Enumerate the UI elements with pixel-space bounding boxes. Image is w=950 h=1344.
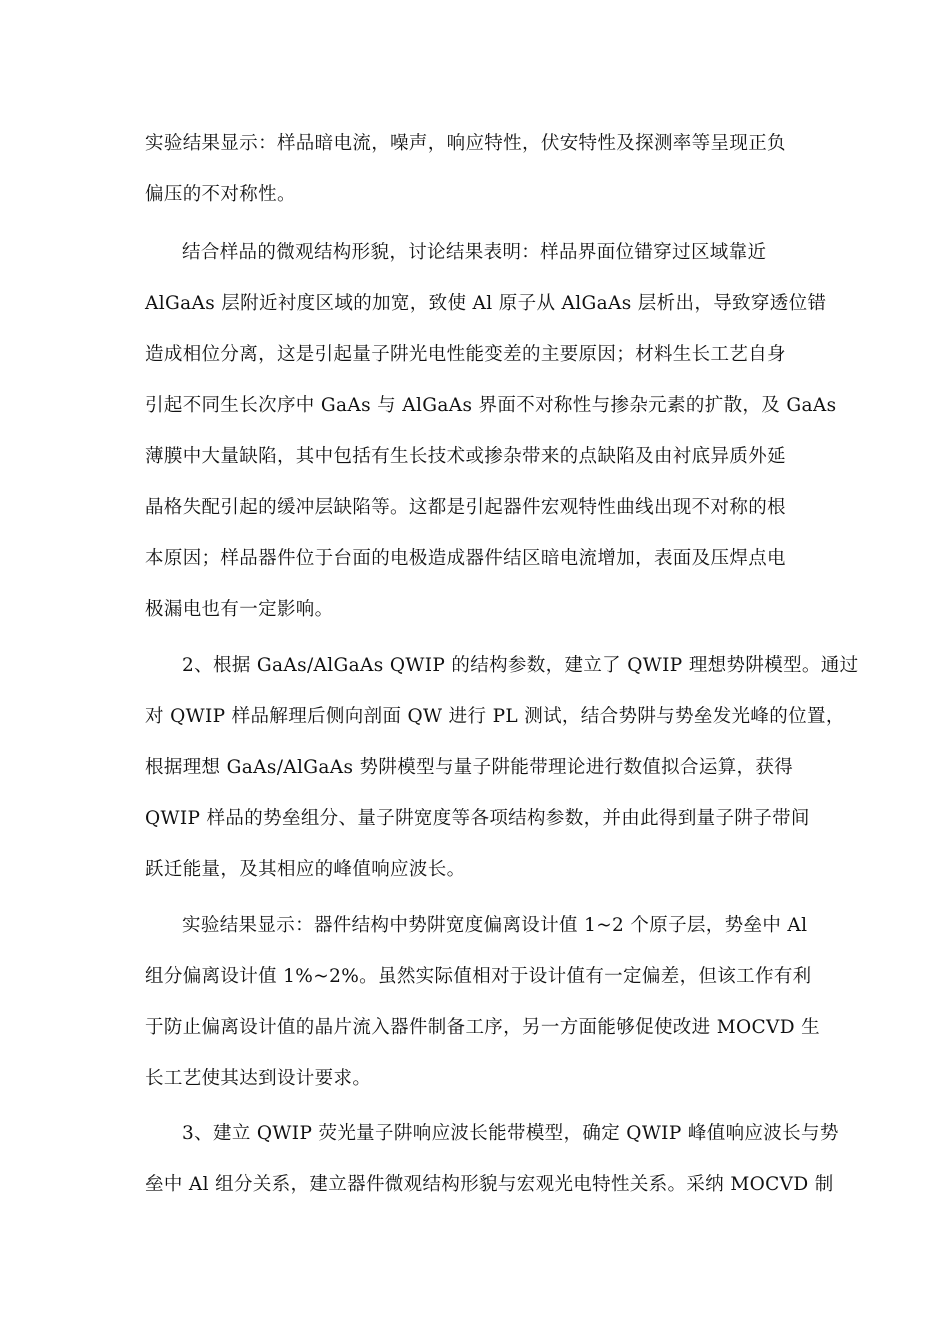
paragraph-1 [145, 118, 805, 220]
text-line: AlGaAs 层附近衬度区域的加宽，致使 Al 原子从 AlGaAs 层析出，导致穿透位错 [145, 293, 827, 314]
text-line: 跃迁能量，及其相应的峰值响应波长。 [145, 859, 466, 880]
text-line: 偏压的不对称性。 [145, 184, 296, 205]
text-line: 本原因；样品器件位于台面的电极造成器件结区暗电流增加，表面及压焊点电 [145, 548, 786, 569]
text-line: 3、建立 QWIP 荧光量子阱响应波长能带模型，确定 QWIP 峰值响应波长与势 [182, 1123, 839, 1144]
text-line: 实验结果显示：器件结构中势阱宽度偏离设计值 1~2 个原子层，势垒中 Al [182, 915, 808, 936]
text-line: 结合样品的微观结构形貌，讨论结果表明：样品界面位错穿过区域靠近 [182, 242, 767, 263]
text-line: 极漏电也有一定影响。 [145, 599, 334, 620]
text-line: 垒中 Al 组分关系，建立器件微观结构形貌与宏观光电特性关系。采纳 MOCVD 制 [145, 1174, 834, 1195]
text-line: 于防止偏离设计值的晶片流入器件制备工序，另一方面能够促使改进 MOCVD 生 [145, 1017, 821, 1038]
text-line: 根据理想 GaAs/AlGaAs 势阱模型与量子阱能带理论进行数值拟合运算，获得 [145, 757, 794, 778]
text-line: 薄膜中大量缺陷，其中包括有生长技术或掺杂带来的点缺陷及由衬底异质外延 [145, 446, 786, 467]
paragraph-2 [145, 227, 837, 635]
text-line: 晶格失配引起的缓冲层缺陷等。这都是引起器件宏观特性曲线出现不对称的根 [145, 497, 786, 518]
text-line: QWIP 样品的势垒组分、量子阱宽度等各项结构参数，并由此得到量子阱子带间 [145, 808, 810, 829]
paragraph-3 [145, 640, 859, 895]
paragraph-5 [145, 1108, 839, 1210]
text-line: 对 QWIP 样品解理后侧向剖面 QW 进行 PL 测试，结合势阱与势垒发光峰的位置， [145, 706, 845, 727]
paragraph-4 [145, 900, 821, 1104]
text-line: 引起不同生长次序中 GaAs 与 AlGaAs 界面不对称性与掺杂元素的扩散，及 GaAs [145, 395, 837, 416]
text-line: 长工艺使其达到设计要求。 [145, 1068, 372, 1089]
text-line: 造成相位分离，这是引起量子阱光电性能变差的主要原因；材料生长工艺自身 [145, 344, 786, 365]
text-line: 组分偏离设计值 1%~2%。虽然实际值相对于设计值有一定偏差，但该工作有利 [145, 966, 812, 987]
text-line: 实验结果显示：样品暗电流，噪声，响应特性，伏安特性及探测率等呈现正负 [145, 133, 786, 154]
text-line: 2、根据 GaAs/AlGaAs QWIP 的结构参数，建立了 QWIP 理想势阱模型。通过 [182, 655, 859, 676]
